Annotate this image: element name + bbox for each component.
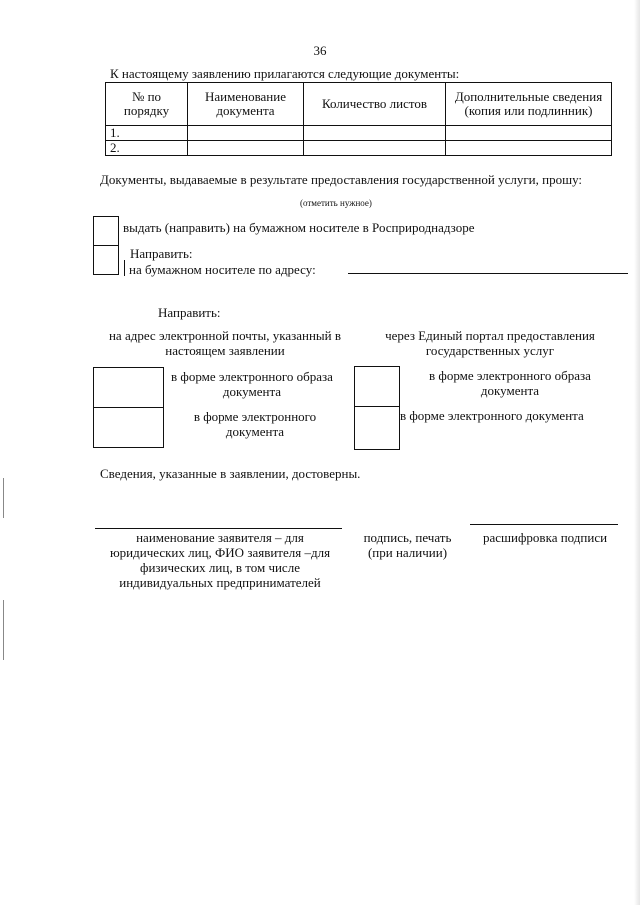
sig-sign-caption: подпись, печать (при наличии) — [363, 530, 452, 560]
table-row — [106, 141, 612, 156]
table-cell[interactable] — [446, 141, 612, 156]
address-field-line[interactable] — [348, 273, 628, 274]
divider — [124, 260, 125, 276]
email-heading: на адрес электронной почты, указанный в настоящем заявлении — [108, 328, 342, 358]
email-opt-image-label: в форме электронного образа документа — [171, 369, 333, 399]
table-cell[interactable] — [304, 141, 446, 156]
portal-opt-image-label: в форме электронного образа документа — [429, 368, 591, 398]
checkbox-portal-image[interactable] — [354, 366, 400, 407]
sig-name-caption: наименование заявителя – для юридических лиц, ФИО заявителя –для физических лиц, в том числе индивидуальных предпринимателей — [109, 530, 331, 590]
mark-note: (отметить нужное) — [300, 198, 372, 208]
checkbox-paper-rpn[interactable] — [93, 216, 119, 246]
col-header-sheets: Количество листов — [304, 83, 446, 126]
table-cell: 1. — [106, 126, 188, 141]
scan-mark — [3, 600, 4, 660]
signature-name-line[interactable] — [95, 528, 342, 529]
attachments-table — [105, 82, 612, 156]
signature-decode-line[interactable] — [470, 524, 618, 525]
table-cell: 2. — [106, 141, 188, 156]
table-cell[interactable] — [446, 126, 612, 141]
attachments-intro: К настоящему заявлению прилагаются следующие документы: — [110, 66, 460, 81]
checkbox-paper-address[interactable] — [93, 245, 119, 275]
request-text: Документы, выдаваемые в результате предоставления государственной услуги, прошу: — [100, 172, 583, 187]
col-header-number: № по порядку — [106, 83, 188, 126]
portal-heading: через Единый портал предоставления государственных услуг — [385, 328, 595, 358]
option-paper-rpn-label: выдать (направить) на бумажном носителе в Росприроднадзоре — [123, 220, 475, 235]
col-header-name: Наименование документа — [188, 83, 304, 126]
option-paper-address-label: на бумажном носителе по адресу: — [129, 262, 316, 277]
page-number: 36 — [313, 43, 327, 58]
email-opt-doc-label: в форме электронного документа — [193, 409, 317, 439]
table-row — [106, 126, 612, 141]
col-header-extra: Дополнительные сведения (копия или подлинник) — [446, 83, 612, 126]
table-cell[interactable] — [304, 126, 446, 141]
portal-opt-doc-label: в форме электронного документа — [400, 408, 584, 423]
page-edge-shadow — [634, 0, 640, 905]
scan-mark — [3, 478, 4, 518]
table-cell[interactable] — [188, 141, 304, 156]
checkbox-email-doc[interactable] — [93, 407, 164, 448]
direct-label: Направить: — [130, 246, 193, 261]
confirm-text: Сведения, указанные в заявлении, достоверны. — [100, 466, 361, 481]
table-header-row — [106, 83, 612, 126]
table-cell[interactable] — [188, 126, 304, 141]
sig-decode-caption: расшифровка подписи — [483, 530, 608, 545]
direct-label-electronic: Направить: — [158, 305, 221, 320]
checkbox-email-image[interactable] — [93, 367, 164, 408]
checkbox-portal-doc[interactable] — [354, 406, 400, 450]
